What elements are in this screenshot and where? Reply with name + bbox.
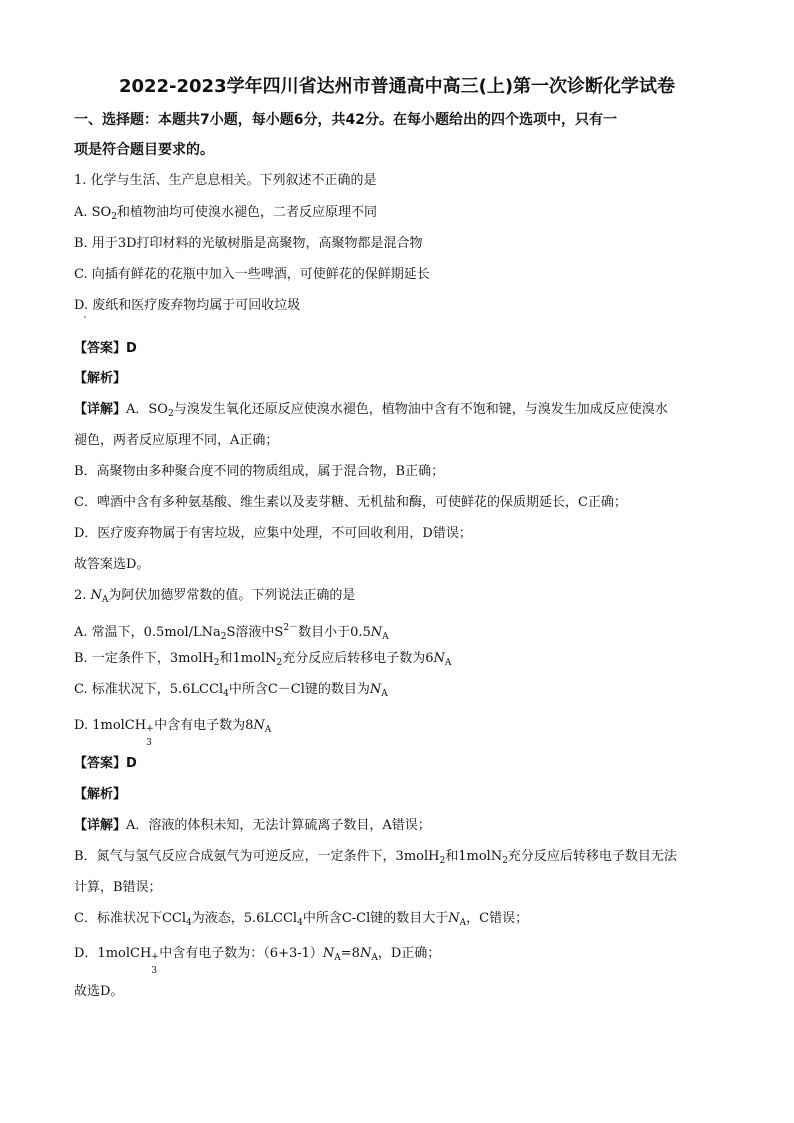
q1-option-c: C. 向插有鲜花的花瓶中加入一些啤酒，可使鲜花的保鲜期延长 [74, 267, 430, 282]
q2-detail-b: B．氮气与氢气反应合成氨气为可逆反应，一定条件下，3molH$_2$和1molN$_2$充分反应后转移电子数目无法 [74, 849, 677, 866]
stray-dot [84, 316, 86, 318]
q1-detail-a-cont: 褪色，两者反应原理不同，A正确； [74, 433, 279, 448]
q2-conclusion: 故选D。 [74, 984, 124, 999]
q1-analysis-label: 【解析】 [74, 371, 127, 386]
q2-option-a: A. 常温下，0.5mol/LNa$_2$S溶液中$S^{2-}$数目小于$0.5N_A$ [74, 623, 389, 642]
q1-detail-a: 【详解】A．$SO_2$与溴发生氧化还原反应使溴水褪色，植物油中含有不饱和键，与溴发生加成反应使溴水 [74, 402, 668, 419]
q1-detail-b: B．高聚物由多种聚合度不同的物质组成，属于混合物，B正确； [74, 464, 445, 479]
q1-conclusion: 故答案选D。 [74, 557, 150, 572]
section-heading-line1: 一、选择题：本题共7小题，每小题6分，共42分。在每小题给出的四个选项中，只有一 [74, 112, 617, 128]
q2-stem: 2. $N_A$为阿伏加德罗常数的值。下列说法正确的是 [74, 588, 356, 605]
q2-answer: 【答案】D [74, 756, 137, 771]
exam-title: 2022-2023学年四川省达州市普通高中高三(上)第一次诊断化学试卷 [118, 76, 676, 97]
q2-detail-c: C．标准状况下CCl$_4$为液态，5.6LCCl$_4$中所含C-Cl键的数目大于$N_A$，C错误； [74, 911, 529, 928]
q2-option-b: B. 一定条件下，3molH$_2$和1molN$_2$充分反应后转移电子数为$6N_A$ [74, 651, 452, 668]
q2-analysis-label: 【解析】 [74, 787, 127, 802]
q1-option-a: A. $SO_2$和植物油均可使溴水褪色，二者反应原理不同 [74, 205, 377, 222]
q1-option-d: D. 废纸和医疗废弃物均属于可回收垃圾 [74, 298, 301, 313]
q1-option-b: B. 用于3D打印材料的光敏树脂是高聚物，高聚物都是混合物 [74, 236, 423, 251]
q2-option-d: D. 1molCH + 3 中含有电子数为$8N_A$ [74, 718, 272, 748]
q1-detail-d: D．医疗废弃物属于有害垃圾，应集中处理，不可回收利用，D错误； [74, 526, 472, 541]
q1-detail-c: C．啤酒中含有多种氨基酸、维生素以及麦芽糖、无机盐和酶，可使鲜花的保质期延长，C正确； [74, 495, 627, 510]
q2-detail-d: D．1molCH + 3 中含有电子数为：$(6+3-1)N_A=8N_A$，D正确； [74, 946, 441, 976]
q2-detail-a: 【详解】A．溶液的体积未知，无法计算硫离子数目，A错误； [74, 818, 431, 833]
section-heading-line2: 项是符合题目要求的。 [74, 142, 214, 158]
q1-stem: 1. 化学与生活、生产息息相关。下列叙述不正确的是 [74, 173, 377, 188]
q2-detail-b-cont: 计算，B错误； [74, 880, 162, 895]
q1-answer: 【答案】D [74, 341, 137, 356]
q2-option-c: C. 标准状况下，5.6LCCl$_4$中所含C－Cl键的数目为$N_A$ [74, 682, 388, 699]
